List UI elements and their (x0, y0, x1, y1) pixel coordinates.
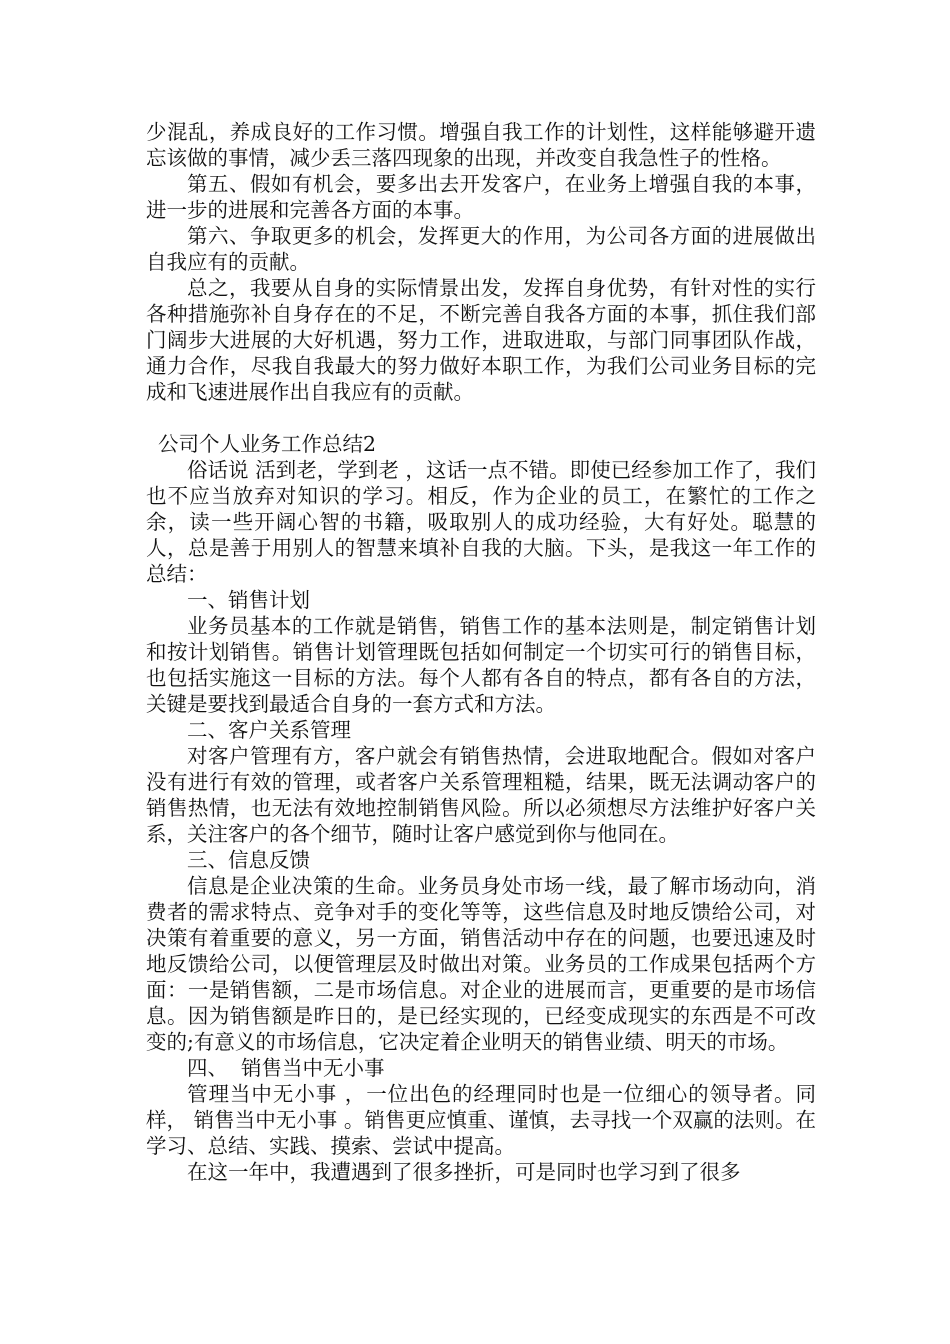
paragraph-no-small-matters: 管理当中无小事 ，一位出色的经理同时也是一位细心的领导者。同样， 销售当中无小事 。销售更应慎重、谨慎，去寻找一个双赢的法则。在学习、总结、实践、摸索、尝试中提高。 (146, 1082, 816, 1158)
section-title: 公司个人业务工作总结2 (158, 432, 377, 456)
document-page (146, 119, 816, 1185)
paragraph-sales-plan: 业务员基本的工作就是销售，销售工作的基本法则是，制定销售计划和按计划销售。销售计划管理既包括如何制定一个切实可行的销售目标，也包括实施这一目标的方法。每个人都有各自的特点，都有各自的方法，关键是要找到最适合自身的一套方式和方法。 (146, 614, 816, 716)
paragraph-info-feedback: 信息是企业决策的生命。业务员身处市场一线，最了解市场动向，消费者的需求特点、竞争对手的变化等等，这些信息及时地反馈给公司，对决策有着重要的意义，另一方面，销售活动中存在的问题，也要迅速及时地反馈给公司，以便管理层及时做出对策。业务员的工作成果包括两个方面：一是销售额，二是市场信息。对企业的进展而言，更重要的是市场信息。因为销售额是昨日的，是已经实现的，已经变成现实的东西是不可改变的;有意义的市场信息，它决定着企业明天的销售业绩、明天的市场。 (146, 874, 816, 1054)
subheading-info-feedback: 三、信息反馈 (187, 848, 310, 872)
paragraph-year-review: 在这一年中，我遭遇到了很多挫折，可是同时也学习到了很多 (187, 1160, 741, 1184)
subheading-sales-plan: 一、销售计划 (187, 588, 310, 612)
paragraph-point-six: 第六、争取更多的机会，发挥更大的作用，为公司各方面的进展做出自我应有的贡献。 (146, 224, 816, 274)
paragraph-customer-relations: 对客户管理有方，客户就会有销售热情，会进取地配合。假如对客户没有进行有效的管理，或者客户关系管理粗糙，结果，既无法调动客户的销售热情，也无法有效地控制销售风险。所以必须想尽方法维护好客户关系，关注客户的各个细节，随时让客户感觉到你与他同在。 (146, 744, 816, 846)
subheading-no-small-matters: 四、 销售当中无小事 (187, 1056, 385, 1080)
paragraph-conclusion: 总之，我要从自身的实际情景出发，发挥自身优势，有针对性的实行各种措施弥补自身存在的不足，不断完善自我各方面的本事，抓住我们部门阔步大进展的大好机遇，努力工作，进取进取，与部门同事团队作战，通力合作，尽我自我最大的努力做好本职工作，为我们公司业务目标的完成和飞速进展作出自我应有的贡献。 (146, 276, 816, 404)
paragraph-continued: 少混乱，养成良好的工作习惯。增强自我工作的计划性，这样能够避开遗忘该做的事情，减少丢三落四现象的出现，并改变自我急性子的性格。 (146, 120, 816, 170)
paragraph-intro: 俗话说 活到老，学到老 ，这话一点不错。即使已经参加工作了，我们也不应当放弃对知识的学习。相反，作为企业的员工，在繁忙的工作之余，读一些开阔心智的书籍，吸取别人的成功经验，大有好处。聪慧的人，总是善于用别人的智慧来填补自我的大脑。下头，是我这一年工作的总结： (146, 458, 816, 586)
paragraph-point-five: 第五、假如有机会，要多出去开发客户，在业务上增强自我的本事，进一步的进展和完善各方面的本事。 (146, 172, 816, 222)
subheading-customer-relations: 二、客户关系管理 (187, 718, 351, 742)
